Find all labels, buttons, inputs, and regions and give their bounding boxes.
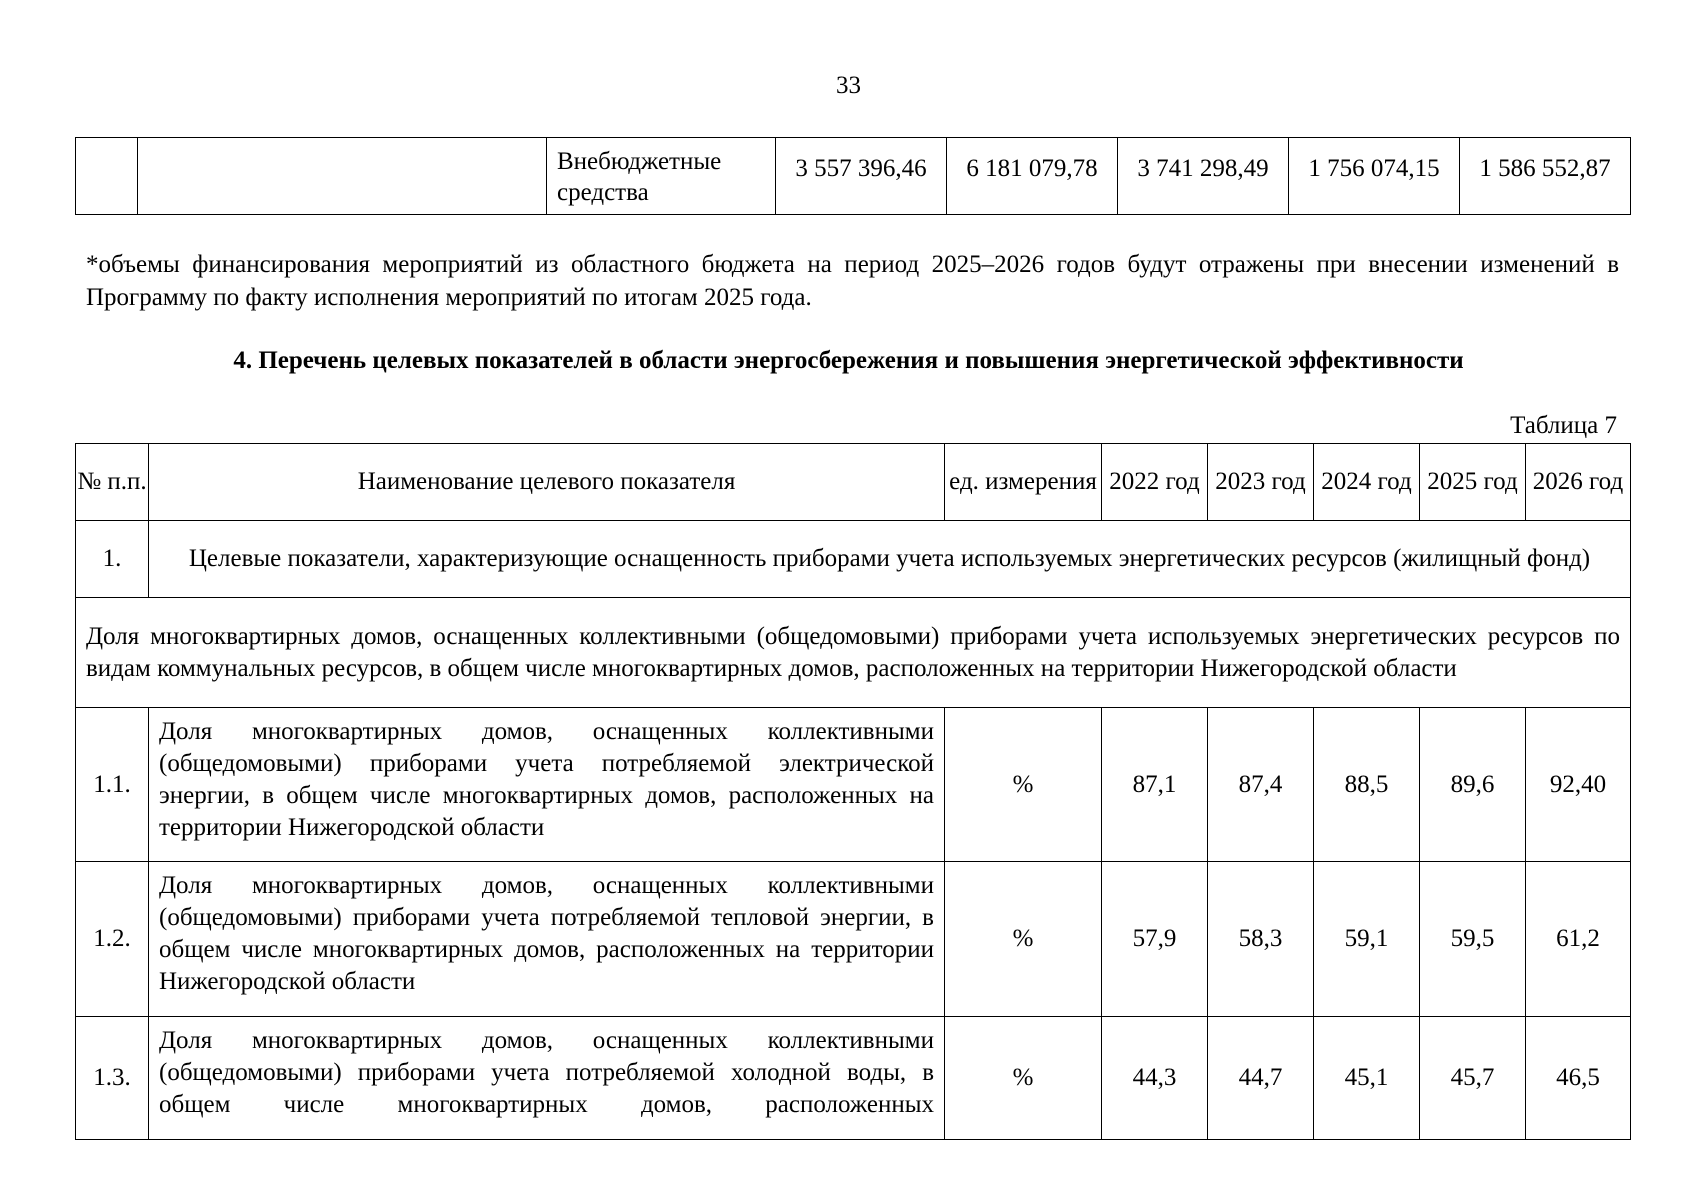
row-num: 1.3. xyxy=(76,1017,149,1140)
table-caption: Таблица 7 xyxy=(1510,412,1617,439)
table-row xyxy=(76,862,1631,1017)
indicators-table xyxy=(75,443,1631,1140)
funding-empty-cell xyxy=(76,138,138,215)
group-num: 1. xyxy=(76,521,149,598)
funding-amount: 6 181 079,78 xyxy=(947,138,1118,215)
table-row xyxy=(76,708,1631,862)
section-title: 4. Перечень целевых показателей в области энергосбережения и повышения энергетической эффективности xyxy=(233,347,1464,374)
table-header-row xyxy=(76,444,1631,521)
row-value: 45,7 xyxy=(1420,1017,1526,1140)
funding-table xyxy=(75,137,1631,215)
header-year: 2025 год xyxy=(1420,444,1526,521)
funding-amount: 3 557 396,46 xyxy=(776,138,947,215)
row-value: 87,1 xyxy=(1102,708,1208,862)
table-row xyxy=(76,1017,1631,1140)
header-year: 2026 год xyxy=(1526,444,1631,521)
row-value: 46,5 xyxy=(1526,1017,1631,1140)
row-name: Доля многоквартирных домов, оснащенных коллективными (общедомовыми) приборами учета потребляемой холодной воды, в общем числе многоквартирных домов, расположенных xyxy=(149,1017,945,1140)
funding-empty-cell xyxy=(138,138,547,215)
header-num: № п.п. xyxy=(76,444,149,521)
row-value: 92,40 xyxy=(1526,708,1631,862)
footnote: *объемы финансирования мероприятий из областного бюджета на период 2025–2026 годов будут отражены при внесении изменений в Программу по факту исполнения мероприятий по итогам 2025 года. xyxy=(86,251,1619,311)
group-description-row xyxy=(76,598,1631,708)
funding-amount: 3 741 298,49 xyxy=(1118,138,1289,215)
row-num: 1.2. xyxy=(76,862,149,1017)
row-value: 58,3 xyxy=(1208,862,1314,1017)
row-value: 61,2 xyxy=(1526,862,1631,1017)
row-value: 88,5 xyxy=(1314,708,1420,862)
page-number: 33 xyxy=(836,72,861,99)
row-value: 59,5 xyxy=(1420,862,1526,1017)
row-value: 44,3 xyxy=(1102,1017,1208,1140)
row-value: 59,1 xyxy=(1314,862,1420,1017)
row-unit: % xyxy=(945,862,1102,1017)
header-year: 2024 год xyxy=(1314,444,1420,521)
funding-source: Внебюджетные средства xyxy=(547,138,776,215)
funding-amount: 1 586 552,87 xyxy=(1460,138,1631,215)
group-description: Доля многоквартирных домов, оснащенных коллективными (общедомовыми) приборами учета используемых энергетических ресурсов по видам коммунальных ресурсов, в общем числе многоквартирных домов, расположенных на территории Нижегородской области xyxy=(76,598,1631,708)
group-row xyxy=(76,521,1631,598)
row-value: 44,7 xyxy=(1208,1017,1314,1140)
row-value: 87,4 xyxy=(1208,708,1314,862)
row-unit: % xyxy=(945,1017,1102,1140)
header-unit: ед. измерения xyxy=(945,444,1102,521)
row-value: 57,9 xyxy=(1102,862,1208,1017)
row-name: Доля многоквартирных домов, оснащенных коллективными (общедомовыми) приборами учета потребляемой тепловой энергии, в общем числе многоквартирных домов, расположенных на территории Нижегородской области xyxy=(149,862,945,1017)
row-value: 45,1 xyxy=(1314,1017,1420,1140)
header-year: 2023 год xyxy=(1208,444,1314,521)
group-title: Целевые показатели, характеризующие оснащенность приборами учета используемых энергетических ресурсов (жилищный фонд) xyxy=(149,521,1631,598)
row-unit: % xyxy=(945,708,1102,862)
header-year: 2022 год xyxy=(1102,444,1208,521)
row-name: Доля многоквартирных домов, оснащенных коллективными (общедомовыми) приборами учета потребляемой электрической энергии, в общем числе многоквартирных домов, расположенных на территории Нижегородской области xyxy=(149,708,945,862)
funding-amount: 1 756 074,15 xyxy=(1289,138,1460,215)
row-value: 89,6 xyxy=(1420,708,1526,862)
header-name: Наименование целевого показателя xyxy=(149,444,945,521)
funding-row xyxy=(76,138,1631,215)
row-num: 1.1. xyxy=(76,708,149,862)
